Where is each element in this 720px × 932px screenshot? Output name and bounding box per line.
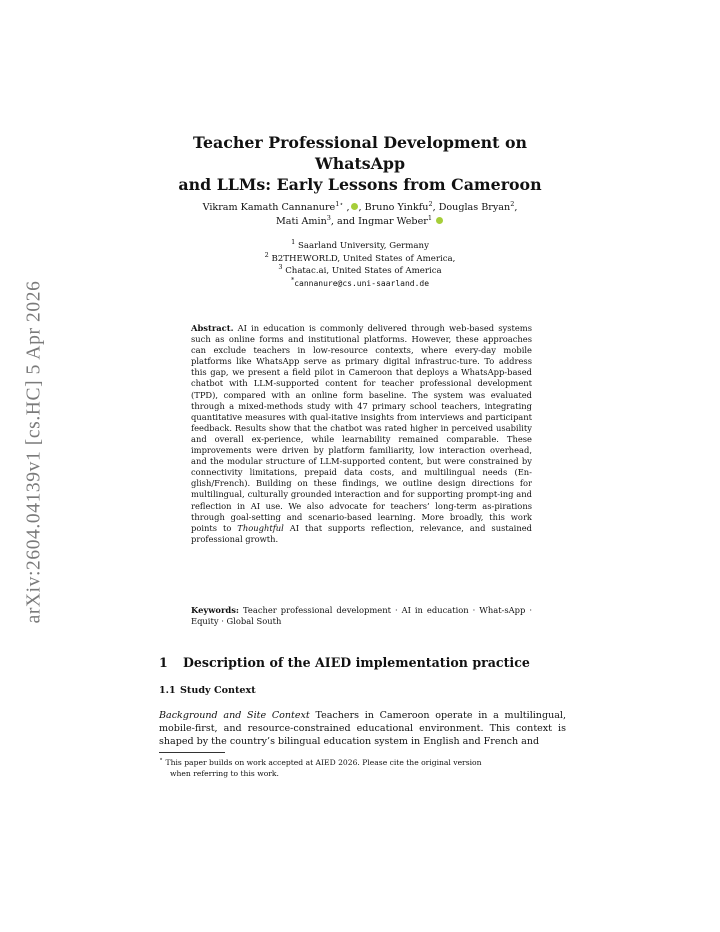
author-separator: , xyxy=(343,202,350,213)
arxiv-identifier-stamp xyxy=(21,262,47,642)
abstract-emphasis: Thoughtful xyxy=(237,522,284,533)
footnote-text: This paper builds on work accepted at AIED 2026. Please cite the original version xyxy=(165,758,482,767)
abstract xyxy=(191,323,532,545)
author-name: and Ingmar Weber xyxy=(337,216,428,227)
body-paragraph xyxy=(159,709,566,748)
footnote xyxy=(159,757,566,779)
author-superscript: 2 xyxy=(510,200,515,208)
subsection-number: 1.1 xyxy=(159,685,176,696)
affiliation-number: 2 xyxy=(264,250,269,259)
author-superscript: 2 xyxy=(428,200,433,208)
author-name: Vikram Kamath Cannanure xyxy=(202,202,336,213)
affiliation-item xyxy=(170,250,550,266)
orcid-icon[interactable] xyxy=(351,203,358,210)
author-superscript: 3 xyxy=(326,214,331,222)
author-line-2: Mati Amin$^3$, and Ingmar Weber$^1$ xyxy=(170,215,550,229)
abstract-text-end: AI that supports reflection, relevance, and sustained professional growth. xyxy=(191,522,533,544)
author-name: Bruno Yinkfu xyxy=(364,202,429,213)
section-heading xyxy=(159,655,530,670)
paragraph-heading: Background and Site Context xyxy=(159,710,310,721)
affiliation-text: Saarland University, Germany xyxy=(297,241,429,251)
footnote-mark: ⋆ xyxy=(159,755,164,763)
author-superscript: 1 xyxy=(427,214,432,222)
footnote-line-1 xyxy=(159,757,566,768)
author-superscript: 1⋆ xyxy=(335,200,344,208)
arxiv-identifier-text: arXiv:2604.04139v1 [cs.HC] 5 Apr 2026 xyxy=(23,280,44,624)
subsection-heading xyxy=(159,685,256,696)
orcid-icon[interactable] xyxy=(436,217,443,224)
footnote-line-2: when referring to this work. xyxy=(170,769,279,778)
footnote-rule xyxy=(159,752,225,753)
affiliation-number: 1 xyxy=(291,238,296,246)
keywords xyxy=(191,605,532,627)
affiliation-number: 3 xyxy=(278,263,283,271)
affiliation-item xyxy=(170,265,550,278)
affiliation-text: B2THEWORLD, United States of America, xyxy=(271,253,456,264)
abstract-label: Abstract. xyxy=(191,323,234,333)
subsection-title: Study Context xyxy=(180,685,256,696)
contact-email-line xyxy=(170,275,550,291)
section-number: 1 xyxy=(159,655,168,670)
contact-email-link[interactable]: cannanure@cs.uni-saarland.de xyxy=(294,278,430,288)
title-line-1: Teacher Professional Development on WhatsApp xyxy=(193,133,527,173)
author-name: Mati Amin xyxy=(275,216,327,227)
paper-title xyxy=(150,132,570,195)
affiliation-list xyxy=(170,240,550,290)
keywords-label: Keywords: xyxy=(191,605,239,615)
keywords-text: Teacher professional development · AI in education · What-sApp · Equity · Global South xyxy=(191,605,532,627)
paragraph-text: Teachers in Cameroon operate in a multilingual, mobile-first, and resource-constrained educational environment. This context is shaped by the country’s bilingual education system in English and French and xyxy=(159,710,566,747)
author-name: Douglas Bryan xyxy=(438,202,511,213)
author-list xyxy=(170,201,550,229)
email-marker: * xyxy=(290,275,295,284)
affiliation-item xyxy=(170,240,550,253)
abstract-text: AI in education is commonly delivered through web-based systems such as online forms and institutional platforms. However, these approaches can exclude teachers in low-resource contexts, where every-day mobile platforms like WhatsApp serve as primary digital infrastruc-ture. To address this gap, we present a field pilot in Cameroon that deploys a WhatsApp-based chatbot with LLM-supported content for teacher professional development (TPD), compared with an online form baseline. The system was evaluated through a mixed-methods study with 47 primary school teachers, integrating quantitative measures with qual-itative insights from interviews and participant feedback. Results show that the chatbot was rated higher in perceived usability and overall ex-perience, while learnability remained comparable. These improvements were driven by platform familiarity, low interaction overhead, and the modular structure of LLM-supported content, but were constrained by connectivity limitations, prepaid data costs, and multilingual needs (En-glish/French). Building on these findings, we outline design directions for multilingual, culturally grounded interaction and for supporting prompt-ing and reflection in AI use. We also advocate for teachers’ long-term as-pirations through goal-setting and scenario-based learning. More broadly, this work points to xyxy=(191,323,532,533)
affiliation-text: Chatac.ai, United States of America xyxy=(285,266,442,276)
author-line-1: Vikram Kamath Cannanure$^{1⋆}$ , , Bruno Yinkfu$^2$, Douglas Bryan$^2$, xyxy=(202,200,518,213)
section-title: Description of the AIED implementation practice xyxy=(183,655,530,670)
title-line-2: and LLMs: Early Lessons from Cameroon xyxy=(178,175,542,194)
